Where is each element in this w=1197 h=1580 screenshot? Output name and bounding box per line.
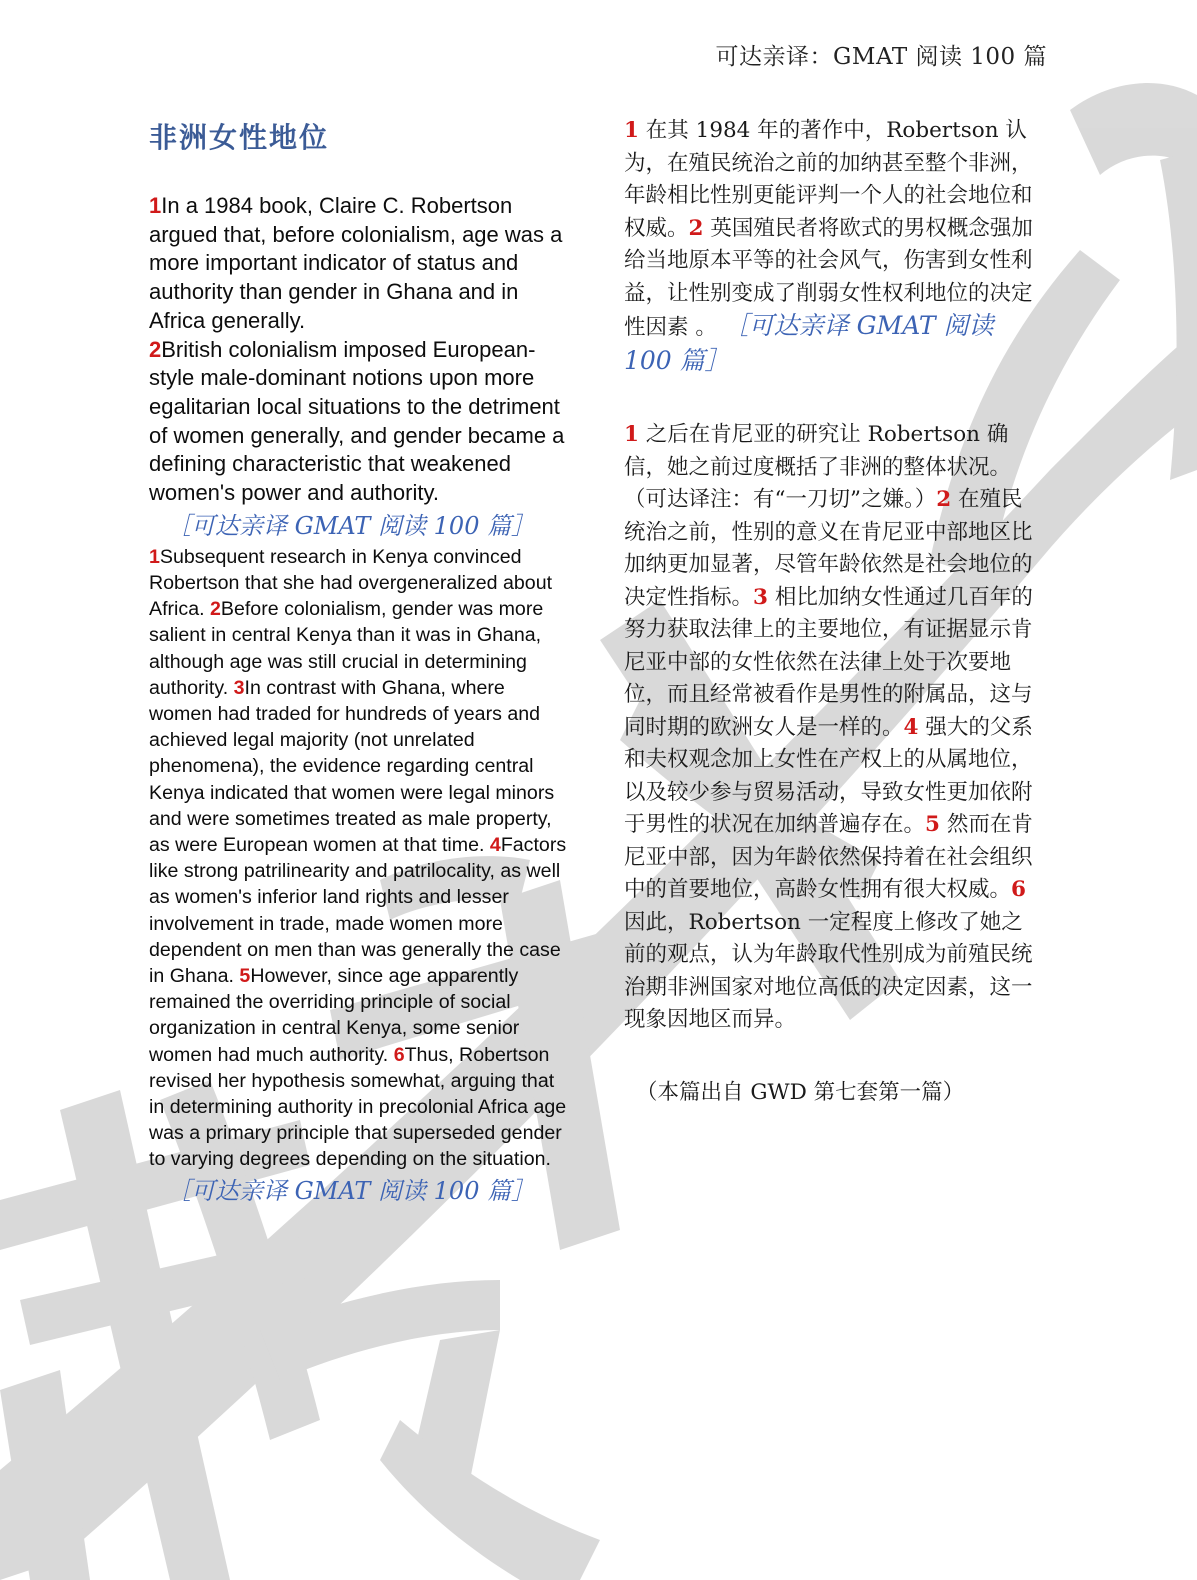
translation-tag: ［可达亲译 GMAT 阅读 100 篇］ [624, 311, 994, 375]
sentence-number: 5 [925, 812, 940, 837]
english-column [149, 116, 569, 1209]
sentence-number: 4 [903, 714, 919, 740]
english-paragraph-2 [149, 544, 569, 1173]
english-paragraph-1 [149, 192, 569, 508]
sentence-number: 1 [149, 545, 160, 568]
sentence-text: Before colonialism, gender was more salient in central Kenya than it was in Ghana, although age was still crucial in determining authority. [149, 598, 544, 699]
sentence-number: 6 [393, 1043, 405, 1066]
sentence-number: 6 [1011, 877, 1026, 902]
sentence-text: However, since age apparently remained the overriding principle of social organization in central Kenya, some senior women had much authority. [149, 964, 520, 1066]
sentence-text: 相比加纳女性通过几百年的努力获取法律上的主要地位，有证据显示肯尼亚中部的女性依然在法律上处于次要地位，而且经常被看作是男性的附属品，这与同时期的欧洲女人是一样的。 [624, 584, 1033, 740]
sentence-number: 2 [936, 487, 952, 512]
sentence-text: 在其 1984 年的著作中，Robertson 认为，在殖民统治之前的加纳甚至整个非洲，年龄相比性别更能评判一个人的社会地位和权威。 [624, 118, 1033, 241]
sentence-number: 2 [149, 336, 162, 362]
sentence-text: 之后在肯尼亚的研究让 Robertson 确信，她之前过度概括了非洲的整体状况。（可达译注：有“一刀切”之嫌。） [624, 422, 1012, 512]
sentence-text: 在殖民统治之前，性别的意义在肯尼亚中部地区比加纳更加显著，尽管年龄依然是社会地位的决定性指标。 [624, 487, 1033, 610]
chinese-paragraph-2 [624, 419, 1042, 1037]
sentence-text: Subsequent research in Kenya convinced Robertson that she had overgeneralized about Africa. [149, 545, 553, 621]
sentence-number: 5 [239, 964, 251, 987]
sentence-number: 1 [149, 193, 162, 218]
source-note: （本篇出自 GWD 第七套第一篇） [636, 1079, 965, 1105]
page-title: 非洲女性地位 [149, 121, 330, 154]
sentence-text: 英国殖民者将欧式的男权概念强加给当地原本平等的社会风气，伤害到女性利益，让性别变成了削弱女性权利地位的决定性因素 。 [624, 215, 1033, 340]
sentence-number: 3 [753, 584, 768, 610]
sentence-number: 2 [688, 215, 704, 241]
sentence-text: Factors like strong patrilinearity and patrilocality, as well as women's inferior land rights and lesser involvement in trade, made women more dependent on men than was generally the case in Ghana. [149, 833, 567, 987]
sentence-number: 2 [209, 598, 221, 621]
sentence-text: In contrast with Ghana, where women had traded for hundreds of years and achieved legal majority (not unrelated phenomena), the evidence regarding central Kenya indicated that women were legal minors and were sometimes treated as male property, as were European women at that time. [149, 676, 555, 856]
sentence-number: 1 [624, 422, 639, 447]
sentence-text: In a 1984 book, Claire C. Robertson argued that, before colonialism, age was a more important indicator of status and authority than gender in Ghana and in Africa generally. [149, 193, 563, 333]
chinese-paragraph-1 [624, 115, 1042, 379]
sentence-number: 1 [624, 118, 639, 143]
sentence-text: 强大的父系和夫权观念加上女性在产权上的从属地位，以及较少参与贸易活动，导致女性更加依附于男性的状况在加纳普遍存在。 [624, 714, 1033, 837]
sentence-text: 因此，Robertson 一定程度上修改了她之前的观点，认为年龄取代性别成为前殖民统治期非洲国家对地位高低的决定因素，这一现象因地区而异。 [624, 909, 1033, 1032]
sentence-number: 4 [489, 833, 501, 856]
sentence-text: Thus, Robertson revised her hypothesis somewhat, arguing that in determining authority in precolonial Africa age was a primary principle that superseded gender to varying degrees depending on the situation. [149, 1043, 567, 1171]
sentence-text: 然而在肯尼亚中部，因为年龄依然保持着在社会组织中的首要地位，高龄女性拥有很大权威。 [624, 812, 1033, 902]
chinese-column [624, 115, 1042, 1109]
translation-tag: ［可达亲译 GMAT 阅读 100 篇］ [167, 511, 536, 540]
sentence-text: British colonialism imposed European-style male-dominant notions upon more egalitarian local situations to the detriment of women generally, and gender became a defining characteristic that weakened women's power and authority. [149, 336, 565, 506]
page-header: 可达亲译：GMAT 阅读 100 篇 [715, 44, 1047, 70]
translation-tag: ［可达亲译 GMAT 阅读 100 篇］ [167, 1176, 536, 1205]
sentence-number: 3 [233, 676, 245, 699]
